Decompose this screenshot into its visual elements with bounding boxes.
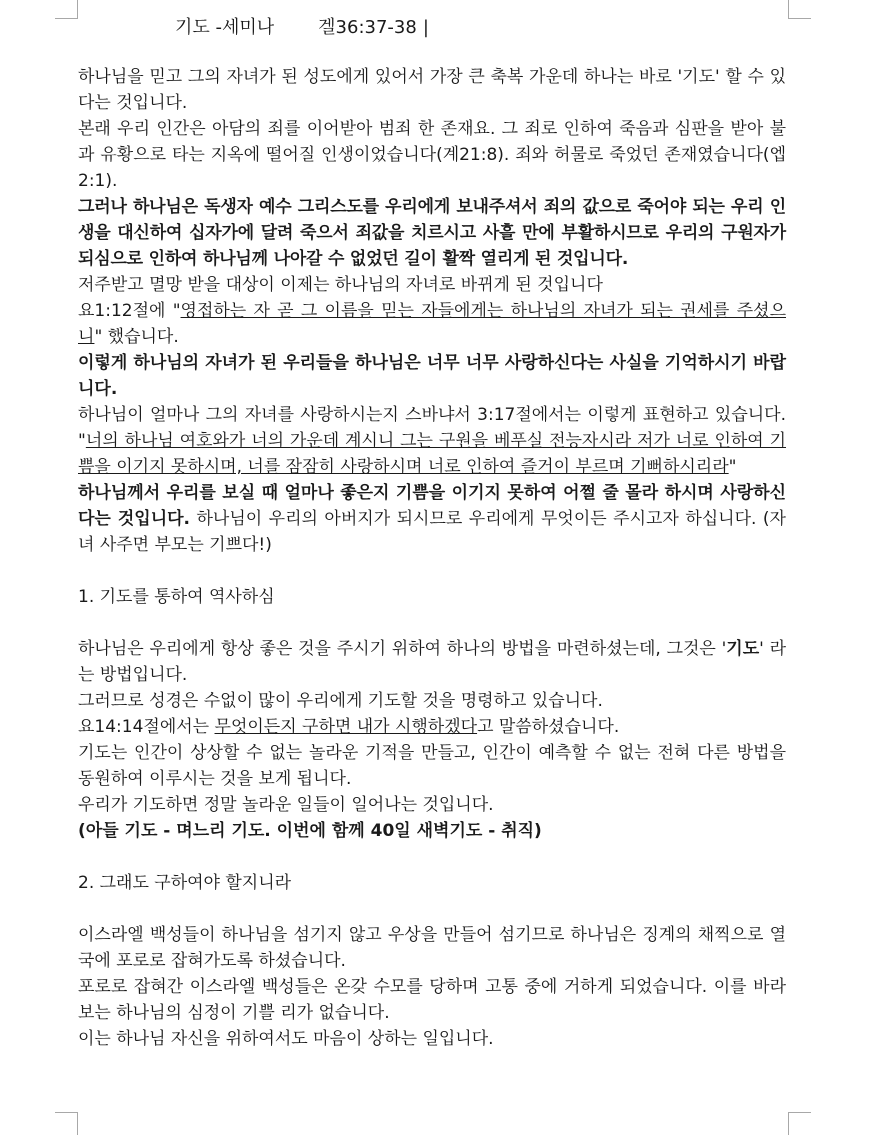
text-run: ' 라는 방법입니다. bbox=[78, 639, 787, 685]
text-run: 그러므로 성경은 수없이 많이 우리에게 기도할 것을 명령하고 있습니다. bbox=[78, 691, 603, 711]
paragraph bbox=[78, 64, 786, 116]
text-run: 1. 기도를 통하여 역사하심 bbox=[78, 587, 275, 607]
paragraph bbox=[78, 1026, 786, 1052]
emphasis-text: 이렇게 하나님의 자녀가 된 우리들을 하나님은 너무 너무 사랑하신다는 사실을 기억하시기 바랍니다. bbox=[78, 353, 786, 399]
text-run: 요1:12절에 " bbox=[78, 301, 181, 321]
text-cursor: | bbox=[422, 17, 429, 38]
scripture-quote: 영접하는 자 곧 그 이름을 믿는 자들에게는 하나님의 자녀가 되는 권세를 주셨으니 bbox=[78, 301, 786, 347]
section-heading bbox=[78, 870, 786, 896]
paragraph bbox=[78, 298, 786, 350]
scripture-reference: 겔36:37-38 bbox=[318, 17, 417, 38]
paragraph bbox=[78, 636, 786, 688]
text-run: 하나님을 믿고 그의 자녀가 된 성도에게 있어서 가장 큰 축복 가운데 하나는 바로 '기도' 할 수 있다는 것입니다. bbox=[78, 67, 786, 113]
paragraph bbox=[78, 272, 786, 298]
paragraph bbox=[78, 194, 786, 272]
text-run: " bbox=[728, 457, 737, 477]
document-title: 기도 -세미나 bbox=[175, 17, 275, 38]
text-run: 이는 하나님 자신을 위하여서도 마음이 상하는 일입니다. bbox=[78, 1029, 494, 1049]
text-run: 하나님이 얼마나 그의 자녀를 사랑하시는지 스바냐서 3:17절에서는 이렇게 표현하고 있습니다. " bbox=[78, 405, 786, 451]
text-run: 이스라엘 백성들이 하나님을 섬기지 않고 우상을 만들어 섬기므로 하나님은 징계의 채찍으로 열국에 포로로 잡혀가도록 하셨습니다. bbox=[78, 925, 786, 971]
paragraph bbox=[78, 740, 786, 792]
paragraph bbox=[78, 116, 786, 194]
text-run: " 했습니다. bbox=[94, 327, 179, 347]
text-run: 요14:14절에서는 bbox=[78, 717, 215, 737]
section-heading bbox=[78, 584, 786, 610]
text-run: 우리가 기도하면 정말 놀라운 일들이 일어나는 것입니다. bbox=[78, 795, 494, 815]
emphasis-text: (아들 기도 - 며느리 기도. 이번에 함께 40일 새벽기도 - 취직) bbox=[78, 821, 542, 841]
document-body bbox=[78, 64, 786, 1052]
crop-mark-top-right bbox=[788, 0, 811, 19]
crop-mark-bottom-left bbox=[55, 1112, 78, 1135]
text-run: 고 말씀하셨습니다. bbox=[477, 717, 620, 737]
paragraph bbox=[78, 818, 786, 844]
text-run: 포로로 잡혀간 이스라엘 백성들은 온갖 수모를 당하며 고통 중에 거하게 되었습니다. 이를 바라보는 하나님의 심정이 기쁠 리가 없습니다. bbox=[78, 977, 786, 1023]
text-run: 2. 그래도 구하여야 할지니라 bbox=[78, 873, 292, 893]
crop-mark-top-left bbox=[55, 0, 78, 19]
emphasis-text: 하나님께서 우리를 보실 때 얼마나 좋은지 기쁨을 이기지 못하여 어쩔 줄 몰라 하시며 사랑하신다는 것입니다. bbox=[78, 483, 786, 529]
emphasis-text: 기도 bbox=[726, 639, 760, 659]
paragraph bbox=[78, 922, 786, 974]
scripture-quote: 무엇이든지 구하면 내가 시행하겠다 bbox=[214, 717, 478, 737]
text-run: 하나님은 우리에게 항상 좋은 것을 주시기 위하여 하나의 방법을 마련하셨는데, 그것은 ' bbox=[78, 639, 727, 659]
paragraph bbox=[78, 350, 786, 402]
paragraph bbox=[78, 974, 786, 1026]
paragraph bbox=[78, 714, 786, 740]
scripture-quote: 너의 하나님 여호와가 너의 가운데 계시니 그는 구원을 베푸실 전능자시라 저가 너로 인하여 기쁨을 이기지 못하시며, 너를 잠잠히 사랑하시며 너로 인하여 즐거이 부르며 기뻐하시리라 bbox=[78, 431, 786, 477]
paragraph bbox=[78, 792, 786, 818]
blank-line bbox=[78, 610, 786, 636]
text-run: 기도는 인간이 상상할 수 없는 놀라운 기적을 만들고, 인간이 예측할 수 없는 전혀 다른 방법을 동원하여 이루시는 것을 보게 됩니다. bbox=[78, 743, 786, 789]
text-run: 저주받고 멸망 받을 대상이 이제는 하나님의 자녀로 바뀌게 된 것입니다 bbox=[78, 275, 603, 295]
paragraph bbox=[78, 688, 786, 714]
crop-mark-bottom-right bbox=[788, 1112, 811, 1135]
paragraph bbox=[78, 402, 786, 480]
blank-line bbox=[78, 896, 786, 922]
paragraph bbox=[78, 480, 786, 558]
document-title-row bbox=[175, 15, 429, 41]
text-run: 본래 우리 인간은 아담의 죄를 이어받아 범죄 한 존재요. 그 죄로 인하여 죽음과 심판을 받아 불과 유황으로 타는 지옥에 떨어질 인생이었습니다(계21:8). 죄와 허물로 죽었던 존재였습니다(엡2:1). bbox=[78, 119, 786, 191]
blank-line bbox=[78, 558, 786, 584]
emphasis-text: 그러나 하나님은 독생자 예수 그리스도를 우리에게 보내주셔서 죄의 값으로 죽어야 되는 우리 인생을 대신하여 십자가에 달려 죽으서 죄값을 치르시고 사흘 만에 부활하시므로 우리의 구원자가 되심으로 인하여 하나님께 나아갈 수 없었던 길이 활짝 열리게 된 것입니다. bbox=[78, 197, 786, 269]
blank-line bbox=[78, 844, 786, 870]
text-run: 하나님이 우리의 아버지가 되시므로 우리에게 무엇이든 주시고자 하십니다. (자녀 사주면 부모는 기쁘다!) bbox=[78, 509, 786, 555]
